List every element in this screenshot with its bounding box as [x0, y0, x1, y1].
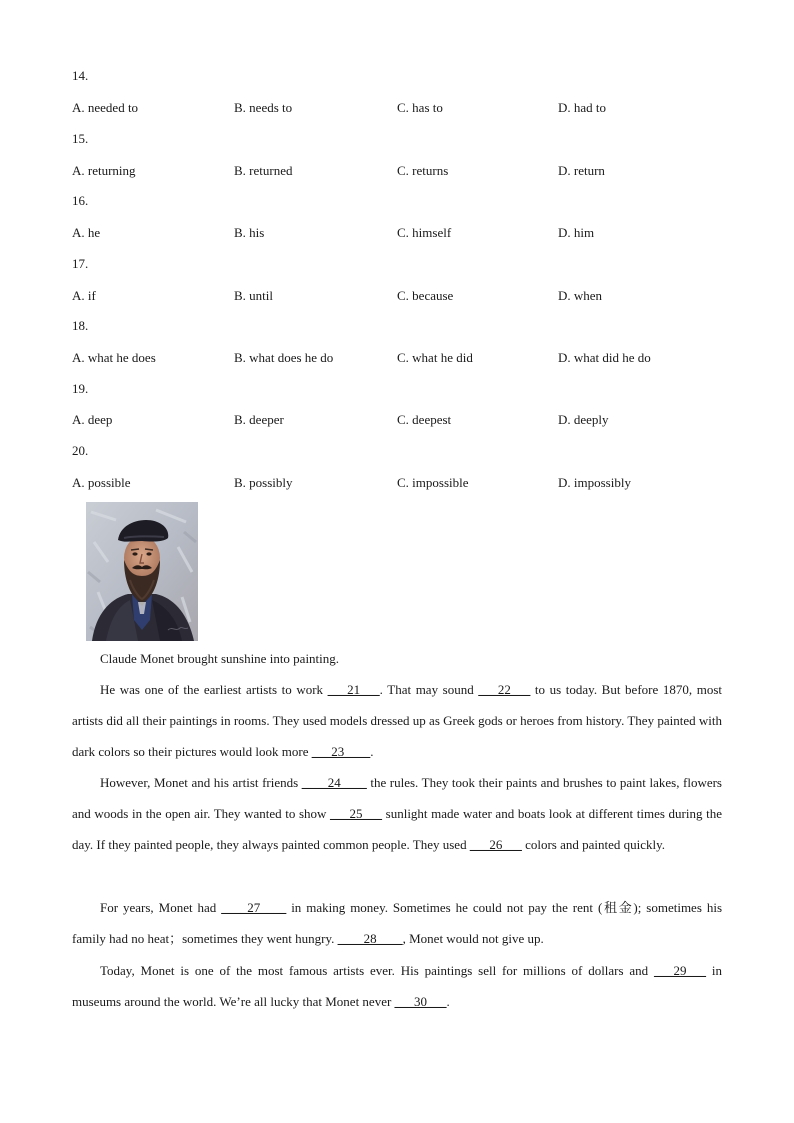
option-c[interactable]: C. has to	[397, 100, 443, 115]
question-number-16: 16.	[72, 193, 89, 208]
options-row-14	[72, 100, 752, 116]
option-d[interactable]: D. had to	[558, 100, 607, 115]
blank-25[interactable]: ___25___	[330, 806, 383, 821]
options-row-17	[72, 288, 752, 304]
text-run: . That may sound	[379, 682, 479, 697]
options-row-18	[72, 350, 752, 366]
options-row-20	[72, 475, 752, 491]
monet-portrait-image	[86, 502, 198, 641]
passage-title: Claude Monet brought sunshine into painting.	[100, 651, 340, 666]
option-b[interactable]: B. what does he do	[234, 350, 334, 365]
option-a[interactable]: A. returning	[72, 163, 136, 178]
option-a[interactable]: A. needed to	[72, 100, 139, 115]
option-d[interactable]: D. return	[558, 163, 605, 178]
text-run: He was one of the earliest artists to work	[100, 682, 328, 697]
question-number-19: 19.	[72, 381, 89, 396]
passage-paragraph-2	[72, 767, 722, 860]
blank-23[interactable]: ___23____	[311, 744, 371, 759]
options-row-15	[72, 163, 752, 179]
option-c[interactable]: C. deepest	[397, 412, 452, 427]
question-number-17: 17.	[72, 256, 89, 271]
blank-21[interactable]: ___21___	[327, 682, 380, 697]
text-run: sunlight made water and boats look at different times during the day. If they painted people, they always painted common people. They used	[72, 806, 722, 852]
option-d[interactable]: D. him	[558, 225, 595, 240]
passage-paragraph-4	[72, 955, 722, 1017]
question-number-20: 20.	[72, 443, 89, 458]
blank-28[interactable]: ____28____	[337, 931, 403, 946]
text-run: .	[446, 994, 450, 1009]
text-run: , Monet would not give up.	[402, 931, 544, 946]
text-run: in museums around the world. We’re all lucky that Monet never	[72, 963, 722, 1009]
option-c[interactable]: C. because	[397, 288, 454, 303]
text-run: colors and painted quickly.	[521, 837, 666, 852]
question-number-18: 18.	[72, 318, 89, 333]
option-c[interactable]: C. himself	[397, 225, 452, 240]
blank-22[interactable]: ___22___	[478, 682, 531, 697]
options-row-19	[72, 412, 752, 428]
text-run: to us today. But before 1870, most artists did all their paintings in rooms. They used models dressed up as Greek gods or heroes from history. They painted with dark colors so their pictures would look more	[72, 682, 722, 759]
option-a[interactable]: A. deep	[72, 412, 113, 427]
options-row-16	[72, 225, 752, 241]
blank-29[interactable]: ___29___	[654, 963, 707, 978]
option-d[interactable]: D. impossibly	[558, 475, 631, 490]
blank-24[interactable]: ____24____	[301, 775, 367, 790]
option-b[interactable]: B. his	[234, 225, 265, 240]
text-run: .	[370, 744, 374, 759]
text-run: For years, Monet had	[100, 900, 222, 915]
option-b[interactable]: B. until	[234, 288, 274, 303]
option-a[interactable]: A. he	[72, 225, 101, 240]
text-run: However, Monet and his artist friends	[100, 775, 302, 790]
passage-paragraph-3	[72, 892, 722, 954]
option-c[interactable]: C. impossible	[397, 475, 469, 490]
question-number-15: 15.	[72, 131, 89, 146]
option-d[interactable]: D. when	[558, 288, 603, 303]
option-d[interactable]: D. what did he do	[558, 350, 651, 365]
option-b[interactable]: B. needs to	[234, 100, 293, 115]
option-a[interactable]: A. what he does	[72, 350, 156, 365]
text-run: Today, Monet is one of the most famous artists ever. His paintings sell for millions of dollars and	[100, 963, 655, 978]
blank-30[interactable]: ___30___	[394, 994, 447, 1009]
option-b[interactable]: B. deeper	[234, 412, 284, 427]
blank-27[interactable]: ____27____	[221, 900, 287, 915]
option-b[interactable]: B. returned	[234, 163, 293, 178]
option-c[interactable]: C. what he did	[397, 350, 473, 365]
text-run: in making money. Sometimes he could not pay the rent (租金); sometimes his family had no heat；sometimes they went hungry.	[72, 900, 723, 946]
option-a[interactable]: A. possible	[72, 475, 131, 490]
passage-paragraph-1	[72, 674, 722, 767]
question-number-14: 14.	[72, 68, 89, 83]
text-run: the rules. They took their paints and brushes to paint lakes, flowers and woods in the open air. They wanted to show	[72, 775, 722, 821]
option-b[interactable]: B. possibly	[234, 475, 293, 490]
blank-26[interactable]: ___26___	[469, 837, 522, 852]
option-d[interactable]: D. deeply	[558, 412, 609, 427]
option-c[interactable]: C. returns	[397, 163, 449, 178]
option-a[interactable]: A. if	[72, 288, 96, 303]
